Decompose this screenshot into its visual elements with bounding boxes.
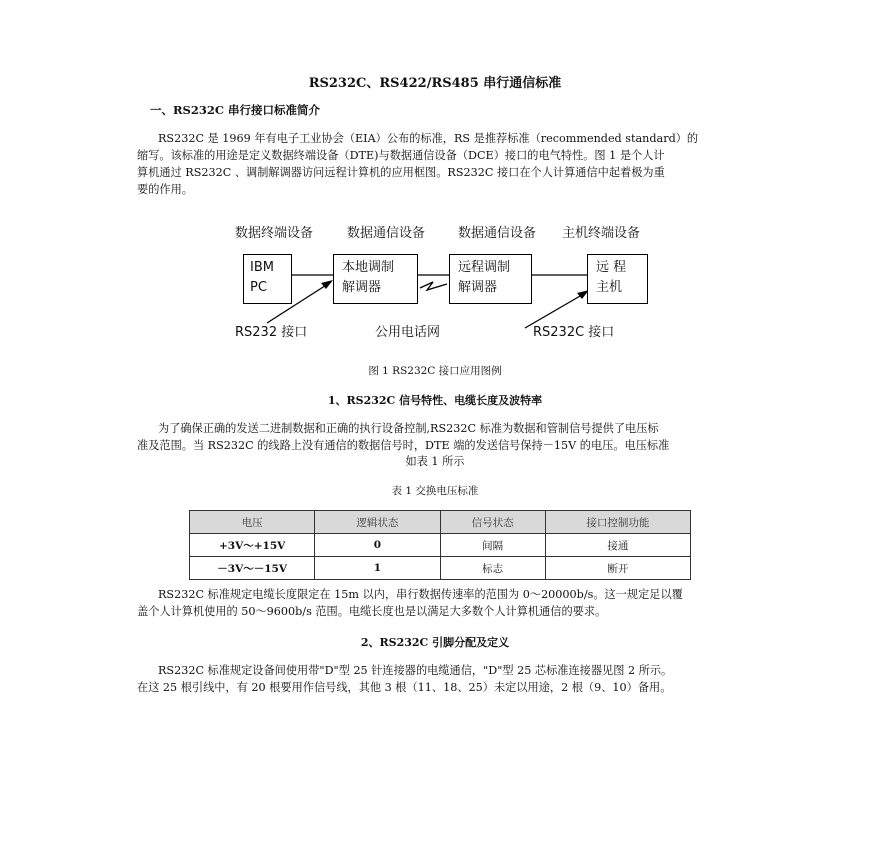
- column-header: 信号状态: [440, 511, 545, 534]
- paragraph-line: 准及范围。当 RS232C 的线路上没有通信的数据信号时，DTE 端的发送信号保持－15V 的电压。电压标准: [137, 439, 670, 452]
- paragraph-line: 要的作用。: [137, 183, 193, 196]
- table-cell: 1: [315, 557, 440, 580]
- box-text: 解调器: [458, 280, 498, 295]
- label-rs232c-interface: RS232C 接口: [533, 325, 615, 340]
- box-text: 远 程: [596, 260, 627, 275]
- box-text: 解调器: [342, 280, 382, 295]
- box-text: 主机: [596, 280, 623, 295]
- label-public-telephone-network: 公用电话网: [375, 325, 441, 340]
- subsection-heading-pins: 2、RS232C 引脚分配及定义: [360, 636, 510, 649]
- paragraph-line: 在这 25 根引线中，有 20 根要用作信号线，其他 3 根（11、18、25）未定以用途，2 根（9、10）备用。: [137, 681, 672, 694]
- label-data-terminal-equipment: 数据终端设备: [235, 226, 314, 241]
- subsection-heading-signal: 1、RS232C 信号特性、电缆长度及波特率: [327, 394, 543, 407]
- table-cell: 接通: [545, 534, 690, 557]
- paragraph-line: RS232C 标准规定电缆长度限定在 15m 以内，串行数据传速率的范围为 0～20000b/s。这一规定足以覆: [158, 588, 683, 601]
- label-rs232-interface: RS232 接口: [235, 325, 308, 340]
- paragraph-line: RS232C 标准规定设备间使用带"D"型 25 针连接器的电缆通信，"D"型 25 芯标准连接器见图 2 所示。: [158, 664, 673, 677]
- label-data-comm-equipment-remote: 数据通信设备: [458, 226, 537, 241]
- box-remote-host: [587, 254, 648, 304]
- paragraph-line: 算机通过 RS232C 、调制解调器访问远程计算机的应用框图。RS232C 接口在个人计算通信中起着极为重: [137, 166, 665, 179]
- table-cell: 标志: [440, 557, 545, 580]
- table-cell: 0: [315, 534, 440, 557]
- paragraph-line: 盖个人计算机使用的 50～9600b/s 范围。电缆长度也是以满足大多数个人计算机通信的要求。: [137, 605, 607, 618]
- box-text: 远程调制: [458, 260, 511, 275]
- box-remote-modem: [449, 254, 532, 304]
- document-title: RS232C、RS422/RS485 串行通信标准: [308, 76, 562, 91]
- figure-caption: 图 1 RS232C 接口应用图例: [368, 365, 502, 377]
- box-text: 本地调制: [342, 260, 395, 275]
- paragraph-line: 为了确保正确的发送二进制数据和正确的执行设备控制,RS232C 标准为数据和管制信号提供了电压标: [158, 422, 659, 435]
- column-header: 接口控制功能: [545, 511, 690, 534]
- table-row: [190, 557, 691, 580]
- table-header-row: [190, 511, 691, 534]
- box-text: IBM: [250, 260, 274, 275]
- column-header: 电压: [190, 511, 315, 534]
- table-cell: 断开: [545, 557, 690, 580]
- table-caption: 表 1 交换电压标准: [391, 485, 479, 497]
- table-cell: 间隔: [440, 534, 545, 557]
- table-cell: +3V～+15V: [190, 534, 315, 557]
- paragraph-line: 缩写。该标准的用途是定义数据终端设备（DTE)与数据通信设备（DCE）接口的电气特性。图 1 是个人计: [137, 149, 665, 162]
- section-heading-intro: 一、RS232C 串行接口标准简介: [150, 103, 321, 117]
- paragraph-line: 如表 1 所示: [405, 455, 465, 468]
- box-ibm-pc: [243, 254, 292, 304]
- box-local-modem: [333, 254, 418, 304]
- label-data-comm-equipment-local: 数据通信设备: [347, 226, 426, 241]
- box-text: PC: [250, 280, 267, 295]
- table-row: [190, 534, 691, 557]
- voltage-table: [189, 510, 691, 580]
- table-cell: －3V～－15V: [190, 557, 315, 580]
- interface-diagram: [225, 220, 665, 345]
- column-header: 逻辑状态: [315, 511, 440, 534]
- paragraph-line: RS232C 是 1969 年有电子工业协会（EIA）公布的标准，RS 是推荐标准（recommended standard）的: [158, 132, 699, 145]
- label-host-terminal-equipment: 主机终端设备: [562, 226, 641, 241]
